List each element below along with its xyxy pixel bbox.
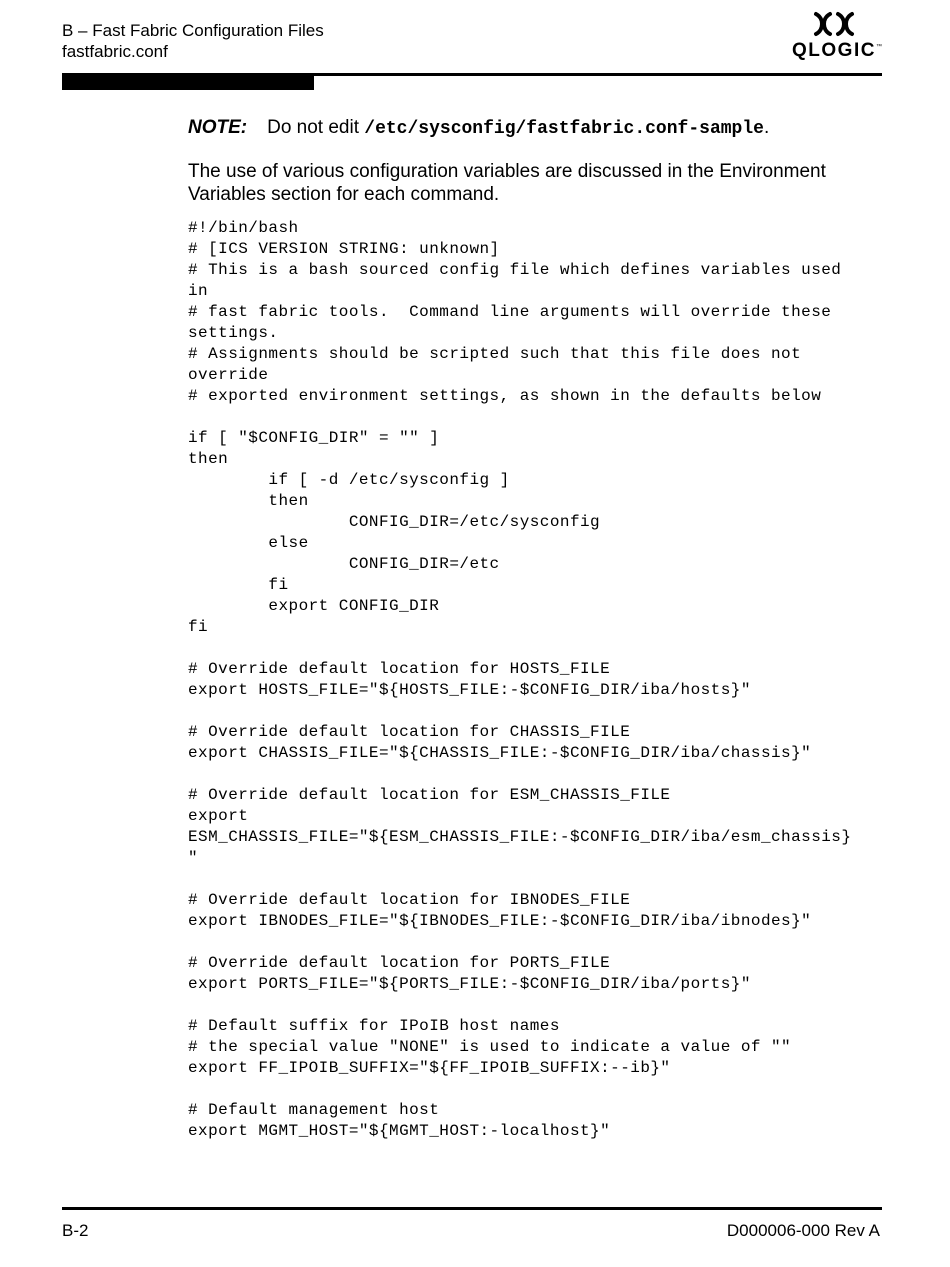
code-line <box>188 701 851 722</box>
code-line: # the special value "NONE" is used to indicate a value of "" <box>188 1038 792 1056</box>
code-line <box>188 932 851 953</box>
note-file-path: /etc/sysconfig/fastfabric.conf-sample <box>364 119 764 139</box>
code-line: export PORTS_FILE="${PORTS_FILE:-$CONFIG_DIR/iba/ports}" <box>188 975 751 993</box>
code-listing <box>188 218 851 1142</box>
code-line: export MGMT_HOST="${MGMT_HOST:-localhost}" <box>188 1122 611 1140</box>
code-line: CONFIG_DIR=/etc/sysconfig <box>188 513 601 531</box>
code-line: export FF_IPOIB_SUFFIX="${FF_IPOIB_SUFFIX:--ib}" <box>188 1059 671 1077</box>
qlogic-logo <box>790 10 882 66</box>
code-line: else <box>188 534 309 552</box>
note-callout <box>188 117 769 139</box>
header-rule-block <box>62 76 314 90</box>
code-line <box>188 638 851 659</box>
code-line <box>188 1079 851 1100</box>
code-line: fi <box>188 618 209 636</box>
code-line: export <box>188 807 249 825</box>
page-number: B-2 <box>62 1221 89 1240</box>
code-line: override <box>188 366 269 384</box>
code-line: # exported environment settings, as shown in the defaults below <box>188 387 822 405</box>
code-line: # Override default location for IBNODES_FILE <box>188 891 631 909</box>
code-line: export IBNODES_FILE="${IBNODES_FILE:-$CONFIG_DIR/iba/ibnodes}" <box>188 912 812 930</box>
code-line: " <box>188 849 199 867</box>
code-line: # This is a bash sourced config file which defines variables used <box>188 261 842 279</box>
code-line: # Override default location for CHASSIS_FILE <box>188 723 631 741</box>
code-line: export CONFIG_DIR <box>188 597 440 615</box>
header-section-title: B – Fast Fabric Configuration Files <box>62 21 324 40</box>
code-line: #!/bin/bash <box>188 219 299 237</box>
code-line <box>188 869 851 890</box>
code-line: then <box>188 450 229 468</box>
code-line: if [ "$CONFIG_DIR" = "" ] <box>188 429 440 447</box>
code-line <box>188 995 851 1016</box>
qlogic-logo-mark-icon <box>812 10 856 38</box>
code-line: # Override default location for ESM_CHASSIS_FILE <box>188 786 671 804</box>
footer-rule <box>62 1207 882 1210</box>
note-text-after: . <box>763 117 770 138</box>
document-id: D000006-000 Rev A <box>726 1221 880 1240</box>
code-line: # Override default location for PORTS_FILE <box>188 954 611 972</box>
note-text-before: Do not edit <box>267 117 365 138</box>
code-line: CONFIG_DIR=/etc <box>188 555 500 573</box>
code-line: export CHASSIS_FILE="${CHASSIS_FILE:-$CONFIG_DIR/iba/chassis}" <box>188 744 812 762</box>
code-line: then <box>188 492 309 510</box>
code-line <box>188 764 851 785</box>
code-line: # Default suffix for IPoIB host names <box>188 1017 560 1035</box>
code-line: # Default management host <box>188 1101 440 1119</box>
code-line: ESM_CHASSIS_FILE="${ESM_CHASSIS_FILE:-$CONFIG_DIR/iba/esm_chassis} <box>188 828 852 846</box>
qlogic-logo-text: QLOGIC <box>792 40 876 61</box>
code-line: # Override default location for HOSTS_FILE <box>188 660 611 678</box>
trademark-mark: ™ <box>876 44 882 50</box>
code-line: # [ICS VERSION STRING: unknown] <box>188 240 500 258</box>
note-label: NOTE: <box>188 117 248 138</box>
code-line: in <box>188 282 209 300</box>
code-line: # Assignments should be scripted such that this file does not <box>188 345 802 363</box>
intro-paragraph: The use of various configuration variables are discussed in the Environment Variables section for each command. <box>188 161 826 205</box>
code-line <box>188 407 851 428</box>
header-file-name: fastfabric.conf <box>62 42 168 61</box>
code-line: settings. <box>188 324 279 342</box>
code-line: fi <box>188 576 289 594</box>
code-line: export HOSTS_FILE="${HOSTS_FILE:-$CONFIG_DIR/iba/hosts}" <box>188 681 751 699</box>
code-line: if [ -d /etc/sysconfig ] <box>188 471 510 489</box>
code-line: # fast fabric tools. Command line arguments will override these <box>188 303 832 321</box>
running-header <box>62 20 324 62</box>
